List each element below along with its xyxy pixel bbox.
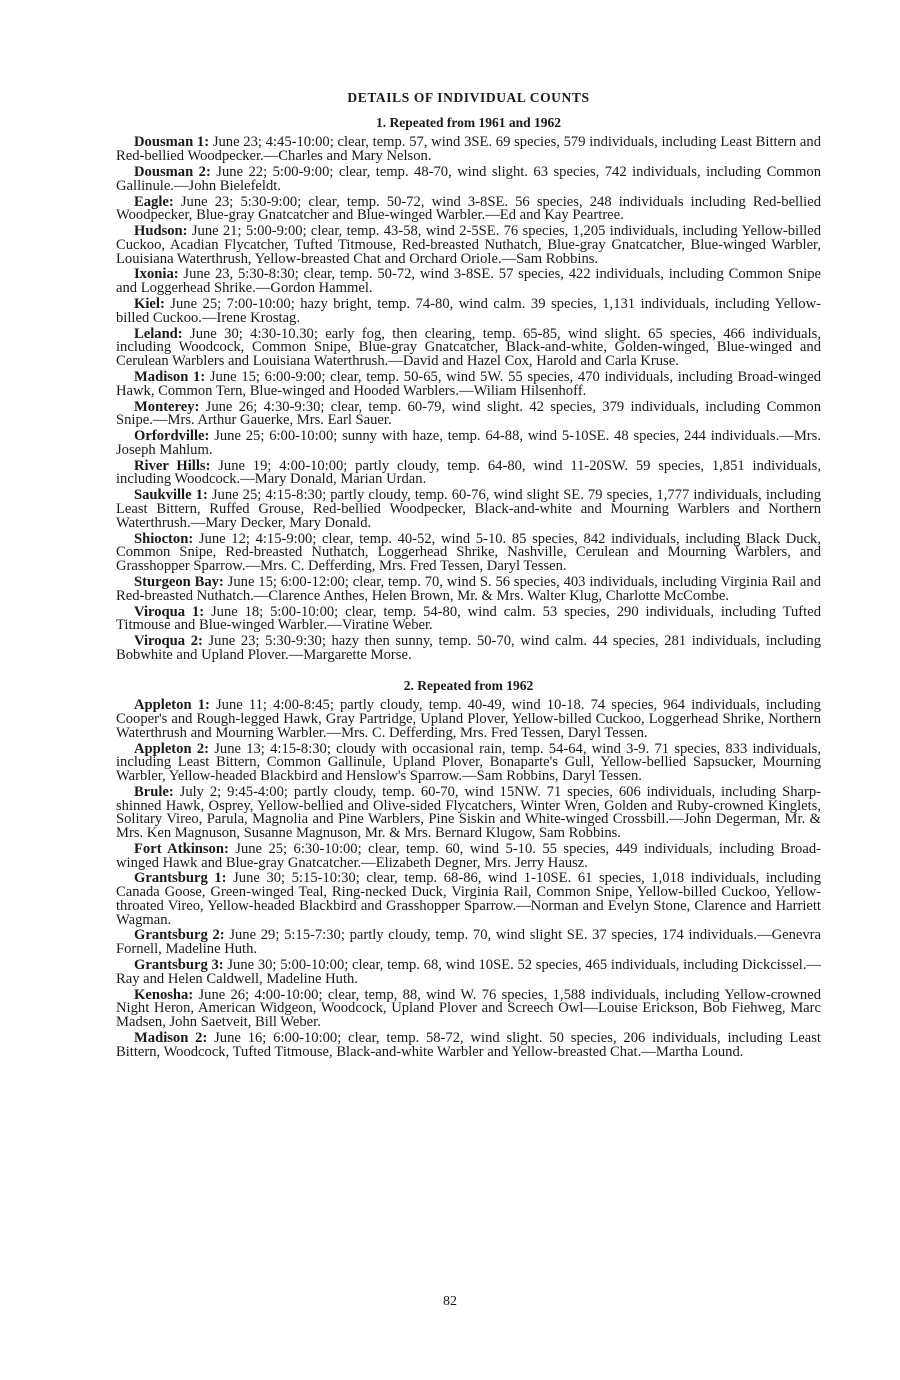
count-entry — [116, 840, 821, 871]
count-location: Kenosha: — [134, 986, 194, 1003]
count-location: Dousman 2: — [134, 164, 211, 180]
count-details: June 26; 4:00-10:00; clear, temp, 88, wind W. 76 species, 1,588 individuals, including Yellow-crowned Night Heron, American Widgeon, Woodcock, Upland Plover and Screech Owl—Louise Erickson, Bob Fiehweg, Marc Madsen, John Saetveit, Bill Weber. — [116, 986, 821, 1031]
count-details: June 15; 6:00-12:00; clear, temp. 70, wind S. 56 species, 403 individuals, including Virginia Rail and Red-breasted Nuthatch.—Clarence Anthes, Helen Brown, Mr. & Mrs. Walter Klug, Charlotte McCombe. — [116, 573, 822, 604]
count-location: Brule: — [134, 783, 174, 800]
count-details: June 13; 4:15-8:30; cloudy with occasional rain, temp. 54-64, wind 3-9. 71 species, 833 individuals, including Least Bittern, Common Gallinule, Upland Plover, Bonaparte's Gull, Yellow-bellied Sapsucker, Mourning Warbler, Yellow-headed Blackbird and Henslow's Sparrow.—Sam Robbins, Daryl Tessen. — [116, 740, 821, 784]
count-details: June 15; 6:00-9:00; clear, temp. 50-65, wind 5W. 55 species, 470 individuals, including Broad-winged Hawk, Common Tern, Blue-winged and Hooded Warblers.—Wiliam Hilsenhoff. — [116, 368, 821, 399]
count-details: July 2; 9:45-4:00; partly cloudy, temp. 60-70, wind 15NW. 71 species, 606 individuals, including Sharp-shinned Hawk, Osprey, Yellow-bellied and Olive-sided Flycatchers, Winter Wren, Golden and Ruby-crowned Kinglets, Solitary Vireo, Parula, Magnolia and Pine Warblers, Pine Siskin and White-winged Crossbill.—John Degerman, Mr. & Mrs. Ken Magnuson, Susanne Magnuson, Mr. & Mrs. Bernard Klugow, Sam Robbins. — [116, 783, 821, 841]
count-details: June 23; 4:45-10:00; clear, temp. 57, wind 3SE. 69 species, 579 individuals, including Least Bittern and Red-bellied Woodpecker.—Charles and Mary Nelson. — [116, 134, 821, 165]
page-number: 82 — [443, 1294, 457, 1309]
count-entry — [116, 986, 821, 1031]
count-location: Sturgeon Bay: — [134, 573, 224, 590]
count-entry — [116, 635, 821, 662]
count-entry — [116, 430, 821, 457]
count-details: June 12; 4:15-9:00; clear, temp. 40-52, wind 5-10. 85 species, 842 individuals, including Black Duck, Common Snipe, Red-breasted Nuthatch, Loggerhead Shrike, Nashville, Cerulean and Mourning Warblers, and Grasshopper Sparrow.—Mrs. C. Defferding, Mrs. Fred Tessen, Daryl Tessen. — [116, 530, 821, 575]
section-1-entries — [116, 136, 821, 662]
count-details: June 25; 6:30-10:00; clear, temp. 60, wind 5-10. 55 species, 449 individuals, including Broad-winged Hawk and Blue-gray Gnatcatcher.—Elizabeth Degner, Mrs. Jerry Hausz. — [116, 840, 821, 871]
count-entry — [116, 530, 821, 575]
count-entry — [116, 489, 821, 530]
count-location: Grantsburg 1: — [134, 870, 227, 887]
count-location: Madison 1: — [134, 368, 206, 385]
count-entry — [116, 740, 821, 784]
count-location: Eagle: — [134, 193, 174, 210]
count-location: Appleton 1: — [134, 697, 210, 714]
count-location: Fort Atkinson: — [134, 840, 229, 857]
count-details: June 30; 4:30-10.30; early fog, then clearing, temp. 65-85, wind slight. 65 species, 466 individuals, including Woodcock, Common Snipe, Blue-gray Gnatcatcher, Black-and-white, Golden-winged, Blue-winged and Cerulean Warblers and Louisiana Waterthrush.—David and Hazel Cox, Harold and Carla Kruse. — [116, 325, 821, 370]
count-details: June 25; 4:15-8:30; partly cloudy, temp. 60-76, wind slight SE. 79 species, 1,777 individuals, including Least Bittern, Ruffed Grouse, Red-bellied Woodpecker, Black-and-white and Mourning Warblers and Northern Waterthrush.—Mary Decker, Mary Donald. — [116, 487, 822, 531]
page-title: DETAILS OF INDIVIDUAL COUNTS — [347, 90, 590, 105]
count-location: Madison 2: — [134, 1029, 208, 1046]
count-entry — [116, 872, 821, 927]
document-page — [116, 88, 821, 1062]
count-location: Grantsburg 3: — [134, 957, 224, 974]
count-entry — [116, 699, 821, 740]
section-heading-1: 1. Repeated from 1961 and 1962 — [376, 114, 561, 130]
count-details: June 22; 5:00-9:00; clear, temp. 48-70, wind slight. 63 species, 742 individuals, including Common Gallinule.—John Bielefeldt. — [116, 164, 821, 194]
count-entry — [116, 368, 821, 399]
count-entry — [116, 398, 821, 429]
count-location: Shiocton: — [134, 530, 194, 547]
count-entry — [116, 136, 821, 163]
count-location: Monterey: — [134, 398, 200, 415]
count-location: Appleton 2: — [134, 740, 209, 757]
count-entry — [116, 959, 821, 986]
count-details: June 11; 4:00-8:45; partly cloudy, temp. 40-49, wind 10-18. 74 species, 964 individuals, including Cooper's and Rough-legged Hawk, Gray Partridge, Upland Plover, Yellow-billed Cuckoo, Loggerhead Shrike, Northern Waterthrush and Mourning Warbler.—Mrs. C. Defferding, Mrs. Fred Tessen, Daryl Tessen. — [116, 697, 821, 741]
count-location: Orfordville: — [134, 428, 210, 445]
count-entry — [116, 783, 821, 841]
count-location: River Hills: — [134, 457, 211, 474]
count-entry — [116, 298, 821, 325]
count-details: June 30; 5:15-10:30; clear, temp. 68-86, wind 1-10SE. 61 species, 1,018 individuals, including Canada Goose, Green-winged Teal, Ring-necked Duck, Virginia Rail, Common Snipe, Yellow-billed Cuckoo, Yellow-throated Vireo, Yellow-headed Blackbird and Grasshopper Sparrow.—Norman and Evelyn Stone, Clarence and Harriett Wagman. — [116, 870, 821, 928]
count-location: Leland: — [134, 325, 183, 342]
count-entry — [116, 603, 821, 634]
count-location: Dousman 1: — [134, 134, 210, 151]
count-location: Viroqua 2: — [134, 633, 203, 650]
count-entry — [116, 1029, 821, 1060]
count-location: Hudson: — [134, 223, 188, 240]
count-location: Grantsburg 2: — [134, 927, 225, 944]
count-details: June 19; 4:00-10:00; partly cloudy, temp. 64-80, wind 11-20SW. 59 species, 1,851 individuals, including Woodcock.—Mary Donald, Marian Urdan. — [116, 457, 821, 488]
count-entry — [116, 166, 821, 193]
section-heading-2: 2. Repeated from 1962 — [403, 677, 534, 693]
count-details: June 25; 7:00-10:00; hazy bright, temp. 74-80, wind calm. 39 species, 1,131 individuals, including Yellow-billed Cuckoo.—Irene Krostag. — [116, 296, 821, 326]
count-details: June 23; 5:30-9:00; clear, temp. 50-72, wind 3-8SE. 56 species, 248 individuals including Red-bellied Woodpecker, Blue-gray Gnatcatcher and Blue-winged Warbler.—Ed and Kay Peartree. — [116, 193, 821, 224]
count-details: June 26; 4:30-9:30; clear, temp. 60-79, wind slight. 42 species, 379 individuals, including Common Snipe.—Mrs. Arthur Gauerke, Mrs. Earl Sauer. — [116, 398, 821, 429]
count-details: June 25; 6:00-10:00; sunny with haze, temp. 64-88, wind 5-10SE. 48 species, 244 individuals.—Mrs. Joseph Mahlum. — [116, 428, 821, 458]
count-location: Viroqua 1: — [134, 603, 205, 620]
count-details: June 16; 6:00-10:00; clear, temp. 58-72, wind slight. 50 species, 206 individuals, including Least Bittern, Woodcock, Tufted Titmouse, Black-and-white Warbler and Yellow-breasted Chat.—Martha Lound. — [116, 1029, 821, 1060]
count-details: June 18; 5:00-10:00; clear, temp. 54-80, wind calm. 53 species, 290 individuals, including Tufted Titmouse and Blue-winged Warbler.—Viratine Weber. — [116, 603, 821, 634]
count-location: Kiel: — [134, 296, 165, 313]
count-location: Ixonia: — [134, 266, 179, 283]
count-entry — [116, 193, 821, 224]
count-entry — [116, 268, 821, 295]
count-entry — [116, 573, 822, 604]
count-details: June 30; 5:00-10:00; clear, temp. 68, wind 10SE. 52 species, 465 individuals, including Dickcissel.—Ray and Helen Caldwell, Madeline Huth. — [116, 957, 821, 987]
count-location: Saukville 1: — [134, 487, 208, 504]
count-entry — [116, 325, 821, 370]
count-entry — [116, 225, 821, 266]
count-details: June 21; 5:00-9:00; clear, temp. 43-58, wind 2-5SE. 76 species, 1,205 individuals, including Yellow-billed Cuckoo, Acadian Flycatcher, Tufted Titmouse, Red-breasted Nuthatch, Blue-gray Gnatcatcher, Blue-winged Warbler, Louisiana Waterthrush, Yellow-breasted Chat and Orchard Oriole.—Sam Robbins. — [116, 223, 821, 267]
count-entry — [116, 457, 821, 488]
count-details: June 29; 5:15-7:30; partly cloudy, temp. 70, wind slight SE. 37 species, 174 individuals.—Genevra Fornell, Madeline Huth. — [116, 927, 822, 958]
count-details: June 23, 5:30-8:30; clear, temp. 50-72, wind 3-8SE. 57 species, 422 individuals, including Common Snipe and Loggerhead Shrike.—Gordon Hammel. — [116, 266, 821, 297]
section-2-entries — [116, 699, 821, 1059]
count-entry — [116, 929, 821, 956]
count-details: June 23; 5:30-9:30; hazy then sunny, temp. 50-70, wind calm. 44 species, 281 individuals, including Bobwhite and Upland Plover.—Margarette Morse. — [116, 633, 821, 663]
